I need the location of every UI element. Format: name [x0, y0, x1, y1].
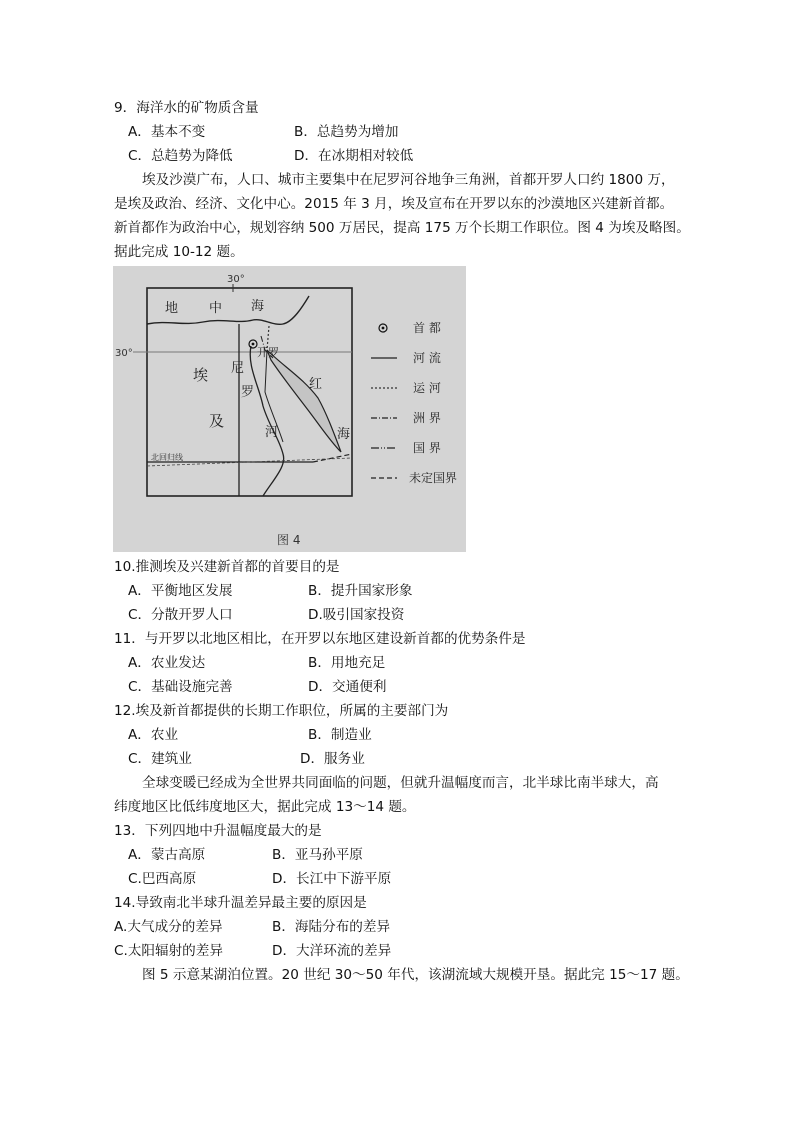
passage3-line: 图 5 示意某湖泊位置。20 世纪 30～50 年代，该湖流域大规模开垦。据此完 15～17 题。: [142, 967, 689, 983]
passage2-line-2: 纬度地区比低纬度地区大，据此完成 13～14 题。: [114, 799, 416, 815]
sea-char-1: 地: [165, 301, 179, 316]
nile-char-1: 尼: [231, 361, 245, 376]
q13-option-a: A．蒙古高原: [128, 847, 206, 863]
q10-option-a: A．平衡地区发展: [128, 583, 233, 599]
red-sea: [267, 350, 341, 452]
red-sea-char-1: 红: [309, 377, 323, 392]
lat-label-left: 30°: [115, 348, 133, 359]
q12-option-a: A．农业: [128, 727, 179, 743]
nile-char-2: 罗: [241, 385, 255, 400]
lat-label-top: 30°: [227, 274, 245, 285]
sea-char-2: 中: [209, 301, 223, 316]
q12-option-d: D．服务业: [300, 751, 365, 767]
capital-label: 开罗: [257, 346, 279, 359]
legend-label-canal: 运 河: [413, 381, 441, 395]
q9-option-b: B．总趋势为增加: [294, 124, 399, 140]
q14-option-b: B．海陆分布的差异: [272, 919, 391, 935]
q11-option-b: B．用地充足: [308, 655, 386, 671]
q12-stem: 12.埃及新首都提供的长期工作职位，所属的主要部门为: [114, 703, 449, 719]
passage1-line-1: 埃及沙漠广布，人口、城市主要集中在尼罗河谷地争三角洲，首都开罗人口约 1800 万，: [142, 172, 675, 188]
legend-label-national-border: 国 界: [413, 441, 441, 455]
q13-option-c: C.巴西高原: [128, 871, 197, 887]
egypt-map: [113, 266, 466, 552]
q13-option-b: B．亚马孙平原: [272, 847, 363, 863]
egypt-char-2: 及: [209, 412, 225, 430]
egypt-map-figure: [113, 266, 466, 552]
q11-option-c: C．基础设施完善: [128, 679, 233, 695]
q12-option-b: B．制造业: [308, 727, 372, 743]
q14-stem: 14.导致南北半球升温差异最主要的原因是: [114, 895, 367, 911]
passage2-line-1: 全球变暖已经成为全世界共同面临的问题，但就升温幅度而言，北半球比南半球大，高: [142, 775, 659, 791]
red-sea-char-2: 海: [337, 427, 351, 442]
q13-option-d: D．长江中下游平原: [272, 871, 392, 887]
q14-option-c: C.太阳辐射的差异: [114, 943, 223, 959]
passage1-line-4: 据此完成 10-12 题。: [114, 244, 244, 260]
q14-option-d: D．大洋环流的差异: [272, 943, 392, 959]
nile-char-3: 河: [265, 425, 279, 440]
q9-stem: 9．海洋水的矿物质含量: [114, 100, 259, 116]
q11-option-a: A．农业发达: [128, 655, 206, 671]
q14-option-a: A.大气成分的差异: [114, 919, 223, 935]
legend-label-undetermined-border: 未定国界: [409, 471, 458, 485]
q9-option-c: C．总趋势为降低: [128, 148, 233, 164]
q11-option-d: D．交通便利: [308, 679, 387, 695]
q10-option-b: B．提升国家形象: [308, 583, 413, 599]
passage1-line-3: 新首都作为政治中心，规划容纳 500 万居民，提高 175 万个长期工作职位。图 4 为埃及略图。: [114, 220, 690, 236]
sea-char-3: 海: [251, 299, 265, 314]
undetermined-border: [313, 454, 352, 462]
q12-option-c: C．建筑业: [128, 751, 192, 767]
q13-stem: 13．下列四地中升温幅度最大的是: [114, 823, 322, 839]
legend-label-continent-border: 洲 界: [413, 411, 441, 425]
q10-stem: 10.推测埃及兴建新首都的首要目的是: [114, 559, 340, 575]
map-legend: [371, 320, 457, 485]
tropic-label: 北回归线: [151, 453, 183, 462]
legend-label-capital: 首 都: [413, 321, 441, 335]
egypt-char-1: 埃: [193, 366, 209, 384]
passage1-line-2: 是埃及政治、经济、文化中心。2015 年 3 月，埃及宣布在开罗以东的沙漠地区兴建新首都。: [114, 196, 674, 212]
q10-option-d: D.吸引国家投资: [308, 607, 405, 623]
q11-stem: 11．与开罗以北地区相比，在开罗以东地区建设新首都的优势条件是: [114, 631, 526, 647]
map-caption: 图 4: [277, 533, 301, 547]
legend-label-river: 河 流: [413, 351, 441, 365]
q9-option-a: A．基本不变: [128, 124, 206, 140]
q10-option-c: C．分散开罗人口: [128, 607, 233, 623]
q9-option-d: D．在冰期相对较低: [294, 148, 414, 164]
